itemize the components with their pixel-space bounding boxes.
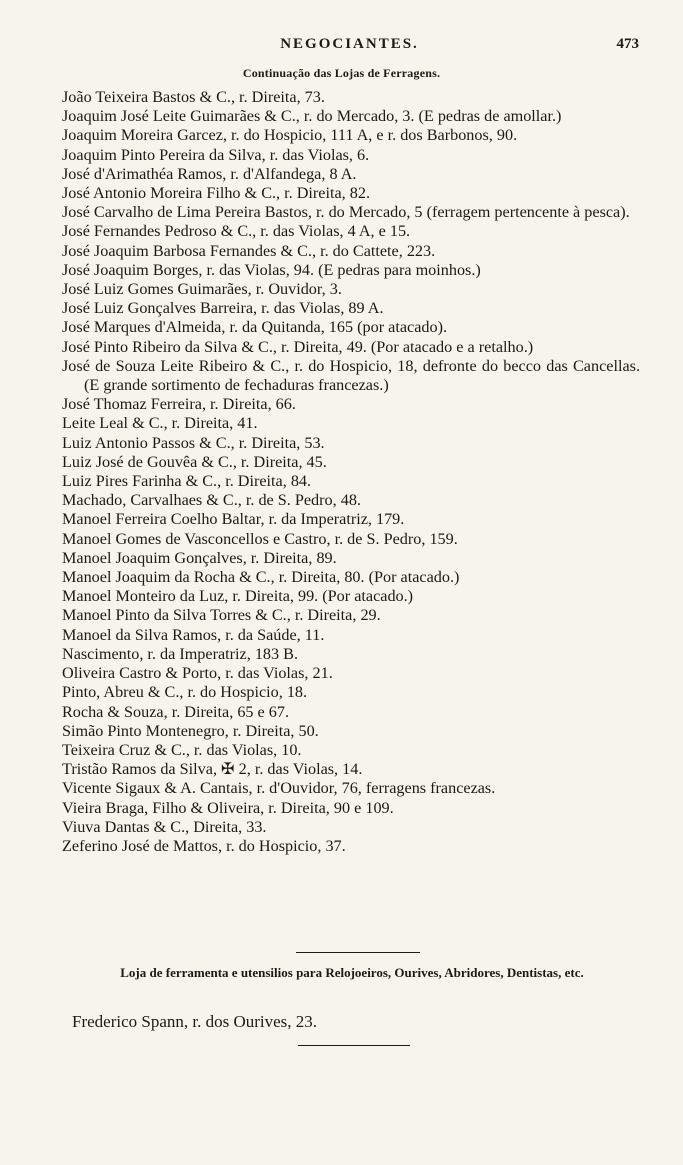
subsection-heading: Loja de ferramenta e utensilios para Relojoeiros, Ourives, Abridores, Dentistas, etc. [120, 965, 584, 980]
list-item: Pinto, Abreu & C., r. do Hospicio, 18. [62, 683, 308, 702]
list-item: José Carvalho de Lima Pereira Bastos, r. do Mercado, 5 (ferragem pertencente à pesca). [62, 203, 630, 222]
list-item: Leite Leal & C., r. Direita, 41. [62, 414, 258, 433]
list-item: Manoel Monteiro da Luz, r. Direita, 99. (Por atacado.) [62, 587, 414, 606]
list-item: Manoel Ferreira Coelho Baltar, r. da Imperatriz, 179. [62, 510, 405, 529]
list-item: José Joaquim Borges, r. das Violas, 94. (E pedras para moinhos.) [62, 260, 481, 279]
list-item: Vicente Sigaux & A. Cantais, r. d'Ouvidor, 76, ferragens francezas. [62, 779, 496, 798]
list-item: José Fernandes Pedroso & C., r. das Violas, 4 A, e 15. [62, 222, 411, 241]
list-item: José de Souza Leite Ribeiro & C., r. do Hospicio, 18, defronte do becco das Cancellas. (E grande sortimento de fechaduras francezas.) [62, 356, 640, 395]
list-item: Manoel Joaquim Gonçalves, r. Direita, 89. [62, 548, 337, 567]
list-item: José Pinto Ribeiro da Silva & C., r. Direita, 49. (Por atacado e a retalho.) [62, 337, 534, 356]
list-item: José Luiz Gonçalves Barreira, r. das Violas, 89 A. [62, 299, 384, 318]
list-item: José Antonio Moreira Filho & C., r. Direita, 82. [62, 184, 370, 203]
list-item: João Teixeira Bastos & C., r. Direita, 73. [62, 88, 325, 106]
list-item: Joaquim Pinto Pereira da Silva, r. das Violas, 6. [62, 145, 370, 164]
list-item: José Thomaz Ferreira, r. Direita, 66. [62, 395, 296, 414]
list-item: Manoel Gomes de Vasconcellos e Castro, r. de S. Pedro, 159. [62, 529, 458, 548]
list-item: José d'Arimathéa Ramos, r. d'Alfandega, 8 A. [62, 164, 357, 183]
list-item: Joaquim Moreira Garcez, r. do Hospicio, 111 A, e r. dos Barbonos, 90. [62, 126, 518, 145]
list-item: Simão Pinto Montenegro, r. Direita, 50. [62, 721, 319, 740]
list-item: Zeferino José de Mattos, r. do Hospicio, 37. [62, 836, 346, 855]
list-item: Machado, Carvalhaes & C., r. de S. Pedro, 48. [62, 491, 361, 510]
list-item: Viuva Dantas & C., Direita, 33. [62, 817, 267, 836]
list-item: José Marques d'Almeida, r. da Quitanda, 165 (por atacado). [62, 318, 448, 337]
list-item: Tristão Ramos da Silva, ✠ 2, r. das Violas, 14. [62, 760, 363, 779]
list-item: Oliveira Castro & Porto, r. das Violas, 21. [62, 664, 333, 683]
list-item: Manoel Joaquim da Rocha & C., r. Direita, 80. (Por atacado.) [62, 568, 460, 587]
page-number: 473 [616, 36, 639, 52]
list-item: Vieira Braga, Filho & Oliveira, r. Direita, 90 e 109. [62, 798, 394, 817]
list-item: Luiz Pires Farinha & C., r. Direita, 84. [62, 472, 312, 491]
running-head: NEGOCIANTES. [280, 36, 419, 52]
subsection-list [72, 1012, 632, 1032]
list-item: Luiz Antonio Passos & C., r. Direita, 53. [62, 433, 325, 452]
list-item: Manoel da Silva Ramos, r. da Saúde, 11. [62, 625, 325, 644]
list-item: José Joaquim Barbosa Fernandes & C., r. do Cattete, 223. [62, 241, 436, 260]
merchant-list [62, 88, 640, 856]
list-item: Nascimento, r. da Imperatriz, 183 B. [62, 644, 298, 663]
section-divider [296, 952, 420, 953]
end-divider [298, 1045, 410, 1046]
list-item: Luiz José de Gouvêa & C., r. Direita, 45. [62, 452, 327, 471]
list-item: Teixeira Cruz & C., r. das Violas, 10. [62, 740, 302, 759]
section-subtitle: Continuação das Lojas de Ferragens. [242, 66, 441, 80]
page-header [60, 36, 639, 58]
list-item: Manoel Pinto da Silva Torres & C., r. Direita, 29. [62, 606, 381, 625]
list-item: Joaquim José Leite Guimarães & C., r. do Mercado, 3. (E pedras de amollar.) [62, 107, 562, 126]
list-item: Rocha & Souza, r. Direita, 65 e 67. [62, 702, 290, 721]
list-item: Frederico Spann, r. dos Ourives, 23. [72, 1012, 318, 1031]
list-item: José Luiz Gomes Guimarães, r. Ouvidor, 3. [62, 280, 342, 299]
